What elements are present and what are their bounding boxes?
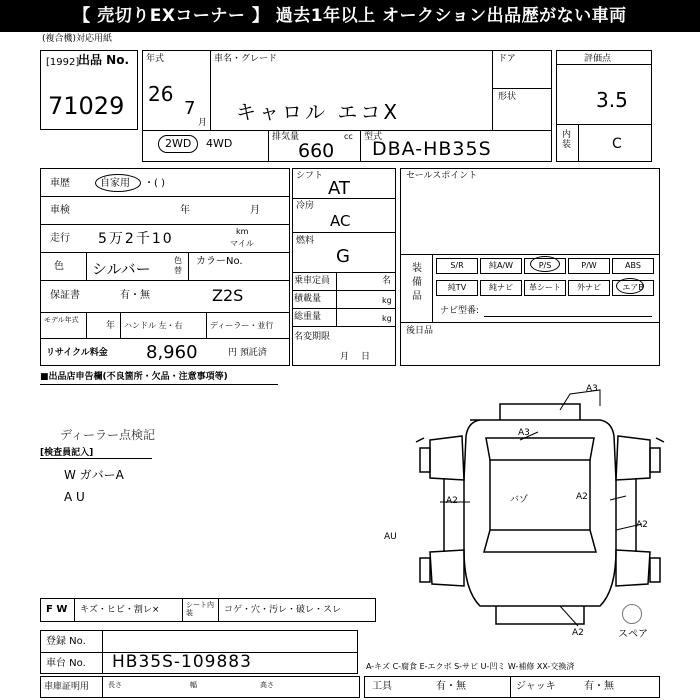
mile-label: マイル — [230, 239, 254, 248]
navi-label: ナビ型番: — [440, 306, 480, 316]
equip-item-r2-3: 外ナビ — [568, 280, 610, 296]
history-rest: ・( ) — [144, 178, 165, 189]
ac-value: AC — [330, 212, 351, 230]
model-year-unit: 年 — [106, 321, 116, 331]
car-diagram — [410, 380, 670, 640]
model-year-label: モデル年式 — [44, 316, 79, 324]
ps-circle — [530, 256, 560, 272]
spare-tire-circle — [622, 604, 642, 624]
color-no-value: Z2S — [212, 286, 244, 305]
handle-label: ハンドル 左・右 — [124, 321, 183, 330]
dealer-label: ディーラー・並行 — [210, 321, 274, 330]
load-unit: kg — [382, 296, 392, 305]
damage-mark: A2 — [636, 520, 648, 530]
warranty-value: 有・無 — [120, 290, 150, 301]
jack-label: ジャッキ — [516, 681, 556, 692]
equip-item-r2-2: 革シート — [524, 280, 566, 296]
capacity-label: 乗車定員 — [294, 276, 331, 286]
airb-circle — [616, 278, 644, 294]
sales-label: セールスポイント — [406, 171, 478, 181]
ac-label: 冷房 — [296, 201, 315, 211]
equip-item-r1-1: 純A/W — [480, 258, 522, 274]
year-value: 26 — [148, 82, 174, 106]
model-label: 型式 — [364, 132, 383, 142]
tools-value: 有・無 — [436, 681, 466, 692]
vehicle-info-table — [40, 168, 290, 366]
recycle-label: リサイクル料金 — [46, 348, 108, 358]
damage-mark: A2 — [576, 492, 588, 502]
mileage-value: 5万2千10 — [98, 231, 174, 247]
fuel-label: 燃料 — [296, 236, 315, 246]
cert-label: 車庫証明用 — [44, 682, 90, 692]
interior-label: 内装 — [562, 130, 572, 150]
tools-row — [364, 676, 660, 698]
equip-label: 装備品 — [412, 263, 422, 302]
chassis-label: 車台 No. — [46, 658, 86, 669]
equip-item-r2-4: エアB — [612, 280, 654, 296]
color-value: シルバー — [92, 260, 151, 278]
displacement-unit: cc — [344, 132, 353, 141]
inspector-header: [検査員記入] — [40, 448, 94, 458]
damage-mark: A3 — [518, 428, 530, 438]
interior-value: C — [612, 136, 622, 152]
equip-item-r1-2: P/S — [524, 258, 566, 274]
shift-label: シフト — [296, 171, 324, 181]
notes-header: ■出品店申告欄(不良箇所・欠品・注意事項等) — [40, 372, 228, 382]
capacity-unit: 名 — [382, 276, 392, 286]
history-value: 自家用 — [100, 178, 130, 189]
equip-item-r2-0: 純TV — [436, 280, 478, 296]
drive-4wd: 4WD — [206, 137, 233, 150]
drive-2wd: 2WD — [165, 137, 192, 150]
shift-value: AT — [328, 178, 350, 199]
name-label: 車名・グレード — [214, 54, 278, 64]
multi-note: (複合機)対応用紙 — [42, 34, 113, 44]
model-value: DBA-HB35S — [372, 138, 492, 160]
month-value: 7 — [184, 98, 196, 119]
year-label: 年式 — [146, 54, 165, 64]
equip-item-r1-4: ABS — [612, 258, 654, 274]
damage-legend: A-キズ C-腐食 E-エクボ S-サビ U-凹ミ W-補修 XX-交換済 — [366, 662, 575, 671]
fuel-value: G — [336, 246, 350, 267]
recycle-value: 8,960 — [146, 342, 198, 363]
change-label: 名変期限 — [294, 332, 331, 342]
reg-label: 登録 No. — [46, 636, 86, 647]
damage-mark: AU — [384, 532, 397, 542]
history-label: 車歴 — [50, 178, 70, 189]
fw-options: キズ・ヒビ・割レ× — [80, 605, 160, 615]
score-value: 3.5 — [596, 88, 628, 112]
dim-width: 幅 — [190, 681, 197, 689]
color-swap: 色替 — [174, 256, 182, 275]
spare-label: スペア — [618, 629, 648, 640]
displacement-value: 660 — [298, 140, 335, 162]
month-unit: 月 — [198, 118, 208, 128]
gross-unit: kg — [382, 314, 392, 323]
jack-value: 有・無 — [584, 681, 614, 692]
inspection-label: 車検 — [50, 205, 70, 216]
inspection-month-unit: 月 — [250, 205, 260, 216]
damage-mark: バゾ — [510, 495, 529, 505]
banner-title: 【 売切りEXコーナー 】 過去1年以上 オークション出品歴がない車両 — [0, 0, 700, 32]
load-label: 積載量 — [294, 294, 322, 304]
recycle-unit: 円 預託済 — [228, 348, 267, 358]
equip-item-r1-3: P/W — [568, 258, 610, 274]
gross-label: 総重量 — [294, 312, 322, 322]
lot-number: 71029 — [48, 92, 125, 120]
dealer-note: ディーラー点検記 — [60, 428, 156, 442]
equip-item-r1-0: S/R — [436, 258, 478, 274]
seat-options: コゲ・穴・汚レ・破レ・スレ — [224, 605, 342, 615]
chassis-value: HB35S-109883 — [112, 652, 252, 672]
lot-year-tag: [1992] — [46, 57, 80, 68]
dim-length: 長さ — [108, 681, 122, 689]
dim-height: 高さ — [260, 681, 274, 689]
color-no-label: カラーNo. — [196, 256, 243, 267]
tools-label: 工具 — [372, 681, 392, 692]
equip-item-r2-1: 純ナビ — [480, 280, 522, 296]
warranty-label: 保証書 — [50, 290, 80, 301]
door-label: ドア — [498, 54, 516, 64]
lot-label: 出品 No. — [78, 53, 130, 67]
shape-label: 形状 — [498, 92, 517, 102]
seat-label: シート内装 — [186, 601, 214, 617]
mileage-label: 走行 — [50, 233, 70, 244]
score-label: 評価点 — [584, 54, 612, 64]
damage-mark: A2 — [572, 628, 584, 638]
after-label: 後日品 — [406, 326, 434, 336]
name-value: キャロル エコX — [236, 100, 401, 124]
damage-mark: A2 — [446, 496, 458, 506]
inspection-year-unit: 年 — [180, 205, 190, 216]
change-unit: 月日 — [340, 352, 383, 362]
damage-mark: A3 — [586, 384, 598, 394]
fw-label: F W — [46, 604, 68, 615]
color-label: 色 — [54, 261, 64, 272]
km-label: km — [236, 227, 249, 236]
displacement-label: 排気量 — [272, 132, 300, 142]
inspector-line-1: W ガバーA — [64, 468, 124, 482]
inspector-line-2: A U — [64, 490, 85, 504]
